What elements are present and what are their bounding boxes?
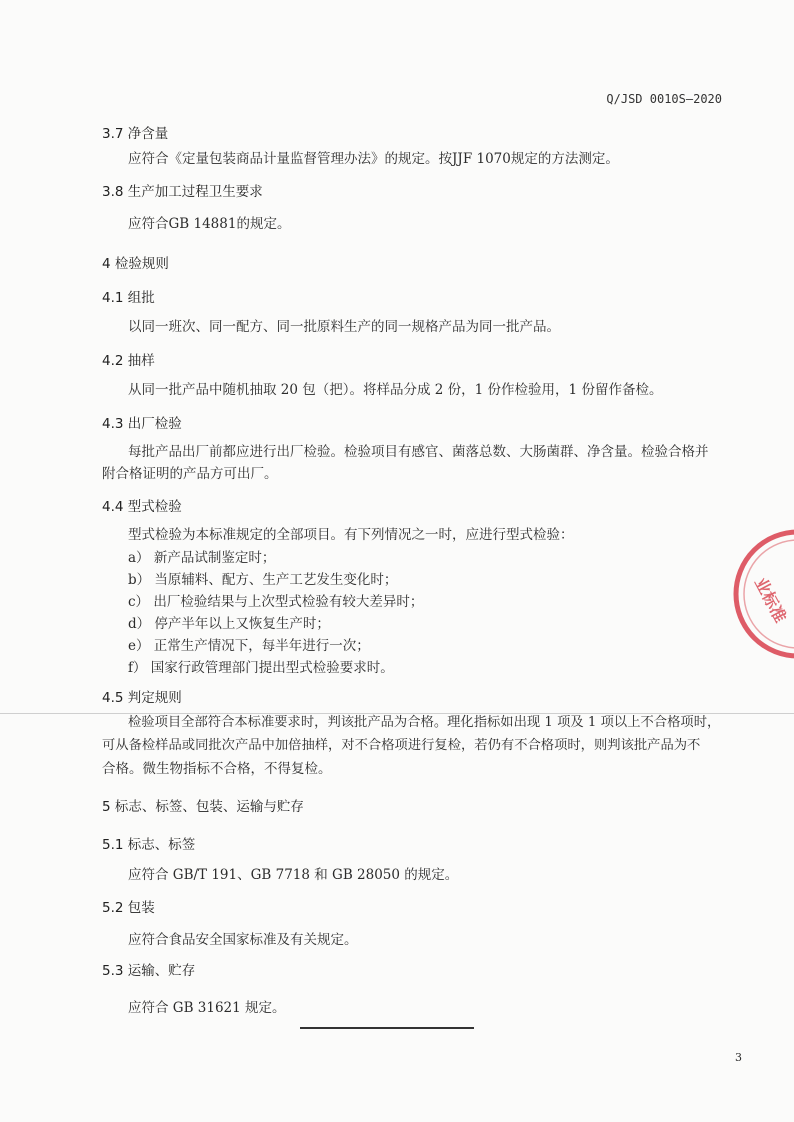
section-5-1-body: 应符合 GB/T 191、GB 7718 和 GB 28050 的规定。: [128, 867, 459, 883]
section-4-title: 4 检验规则: [102, 256, 169, 272]
section-4-2-body: 从同一批产品中随机抽取 20 包（把）。将样品分成 2 份，1 份作检验用，1 份留作备检。: [128, 382, 663, 398]
section-5-1-title: 5.1 标志、标签: [102, 837, 196, 853]
section-5-2-title: 5.2 包装: [102, 900, 155, 916]
list-item: a） 新产品试制鉴定时；: [128, 550, 276, 566]
section-4-4-intro: 型式检验为本标准规定的全部项目。有下列情况之一时，应进行型式检验：: [128, 527, 574, 543]
section-4-5-title: 4.5 判定规则: [102, 690, 182, 706]
list-item: e） 正常生产情况下，每半年进行一次；: [128, 638, 370, 654]
section-4-4-title: 4.4 型式检验: [102, 499, 182, 515]
section-4-5-body-line2: 可从备检样品或同批次产品中加倍抽样，对不合格项进行复检，若仍有不合格项时，则判该批产品为不: [102, 738, 701, 753]
section-4-3-body-line2: 附合格证明的产品方可出厂。: [102, 466, 278, 482]
list-item: c） 出厂检验结果与上次型式检验有较大差异时；: [128, 594, 424, 610]
list-item: b） 当原辅料、配方、生产工艺发生变化时；: [128, 572, 398, 588]
section-4-5-body-line1: 检验项目全部符合本标准要求时，判该批产品为合格。理化指标如出现 1 项及 1 项以上不合格项时，: [128, 715, 721, 730]
standard-code: Q/JSD 0010S—2020: [606, 92, 722, 106]
section-4-1-body: 以同一班次、同一配方、同一批原料生产的同一规格产品为同一批产品。: [128, 319, 560, 335]
list-item: d） 停产半年以上又恢复生产时；: [128, 616, 330, 632]
section-4-2-title: 4.2 抽样: [102, 353, 155, 369]
page-number: 3: [735, 1051, 742, 1064]
end-rule: [300, 1027, 474, 1029]
stamp-text: 业标准: [750, 574, 791, 626]
section-5-title: 5 标志、标签、包装、运输与贮存: [102, 799, 304, 815]
section-3-7-body: 应符合《定量包装商品计量监督管理办法》的规定。按JJF 1070规定的方法测定。: [128, 151, 619, 167]
section-4-1-title: 4.1 组批: [102, 290, 155, 306]
section-3-7-title: 3.7 净含量: [102, 126, 169, 142]
section-4-5-body-line3: 合格。微生物指标不合格，不得复检。: [102, 761, 332, 777]
section-4-3-body-line1: 每批产品出厂前都应进行出厂检验。检验项目有感官、菌落总数、大肠菌群、净含量。检验合格并: [128, 444, 709, 460]
section-4-3-title: 4.3 出厂检验: [102, 416, 182, 432]
section-5-3-title: 5.3 运输、贮存: [102, 963, 196, 979]
list-item: f） 国家行政管理部门提出型式检验要求时。: [128, 660, 394, 676]
section-5-3-body: 应符合 GB 31621 规定。: [128, 1000, 286, 1016]
section-5-2-body: 应符合食品安全国家标准及有关规定。: [128, 932, 358, 948]
seal-stamp: [728, 524, 794, 664]
section-3-8-body: 应符合GB 14881的规定。: [128, 216, 291, 232]
section-3-8-title: 3.8 生产加工过程卫生要求: [102, 184, 263, 200]
